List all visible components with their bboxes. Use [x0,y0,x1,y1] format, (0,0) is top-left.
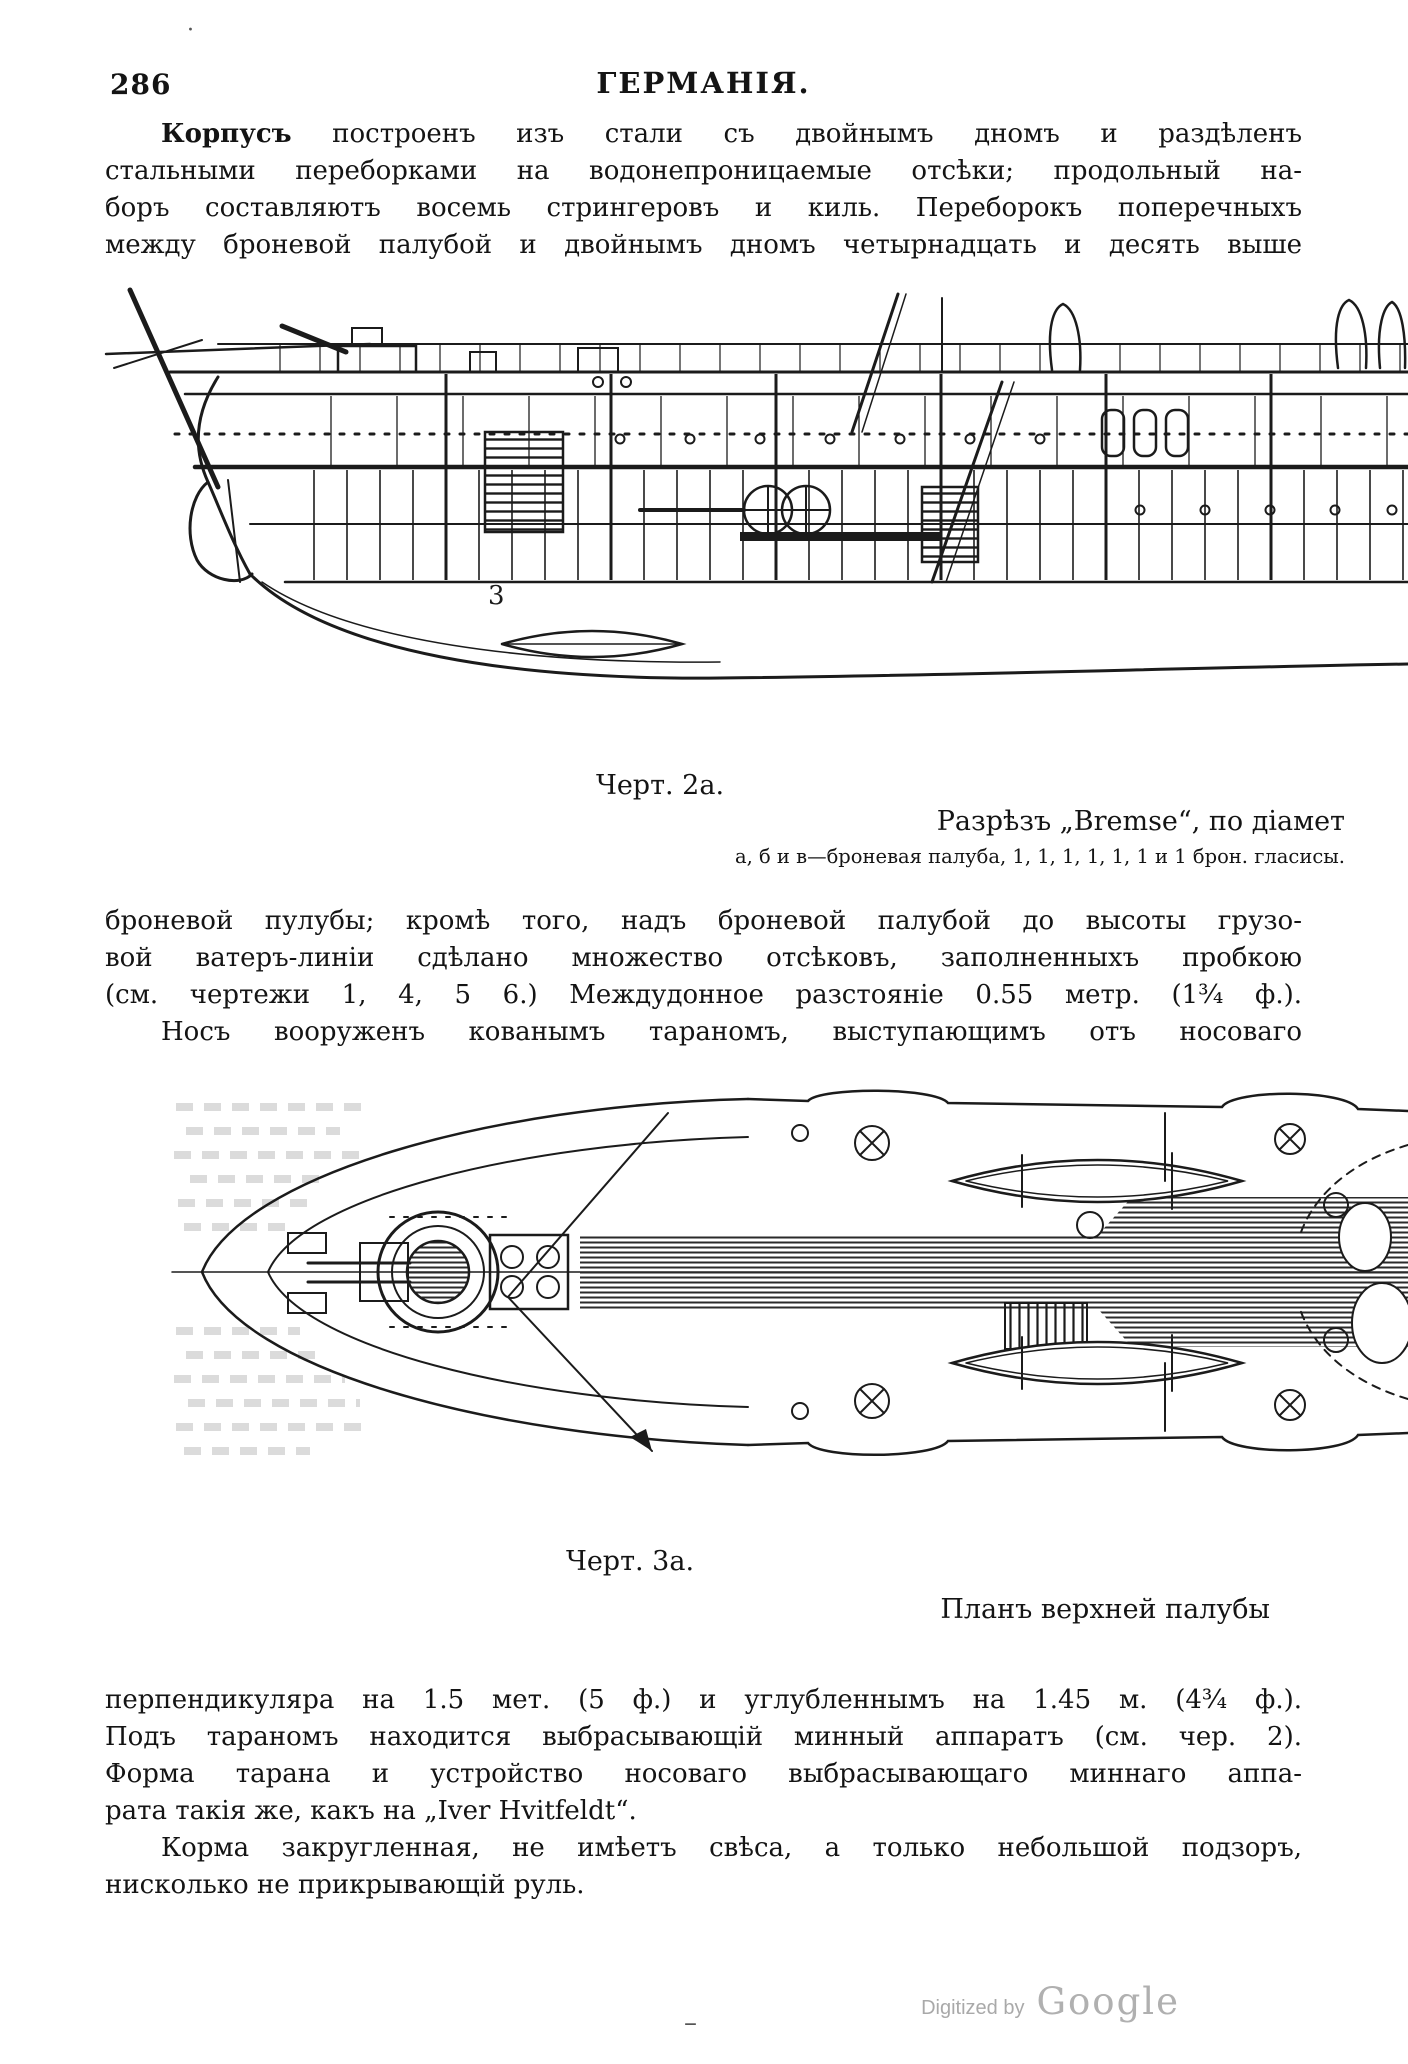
figure-3a-caption: Черт. 3а. [565,1546,695,1577]
text-line-rest: построенъ изъ стали съ двойнымъ дномъ и раздѣленъ [291,119,1302,149]
figure-3a-subcaption: Планъ верхней палубы [940,1594,1270,1625]
text-line: Корма закругленная, не имѣетъ свѣса, а только небольшой подзоръ, [161,1833,1302,1863]
paragraph-lead-word: Корпусъ [161,119,292,149]
figure-3a [160,1085,1408,1470]
text-line: нисколько не прикрывающій руль. [105,1870,585,1900]
scan-artifact-dash: – [684,2008,697,2038]
ship-side-elevation-drawing [100,282,1408,744]
text-line: (см. чертежи 1, 4, 5 6.) Междудонное разстояніе 0.55 метр. (1¾ ф.). [105,980,1302,1010]
paragraph-1 [105,116,1302,264]
paragraph-2 [105,903,1302,1051]
figure-2a-subcaption: Разрѣзъ „Bremse“, по діамет [936,806,1345,837]
text-line: броневой пулубы; кромѣ того, надъ броневой палубой до высоты грузо- [105,906,1302,936]
text-line: рата такія же, какъ на „Iver Hvitfeldt“. [105,1796,637,1826]
text-line: вой ватеръ-линіи сдѣлано множество отсѣковъ, заполненныхъ пробкою [105,943,1302,973]
digitized-by-label: Digitized by [921,1997,1025,2019]
text-line: стальными переборками на водонепроницаемые отсѣки; продольный на- [105,156,1302,186]
text-line: Подъ тараномъ находится выбрасывающій минный аппаратъ (см. чер. 2). [105,1722,1302,1752]
figure-frame-number-label: 3 [488,581,505,611]
text-line: перпендикуляра на 1.5 мет. (5 ф.) и углубленнымъ на 1.45 м. (4¾ ф.). [105,1685,1302,1715]
figure-2a-caption: Черт. 2а. [595,770,725,801]
running-head-title: ГЕРМАНІЯ. [596,66,811,100]
ship-deck-plan-drawing [160,1085,1408,1470]
page-number: 286 [110,68,172,101]
digitized-by-google-watermark [921,1980,1180,2023]
text-line: Носъ вооруженъ кованымъ тараномъ, выступающимъ отъ носоваго [161,1017,1302,1047]
google-logo: Google [1036,1980,1180,2023]
text-line [105,116,1302,153]
figure-2a [100,282,1408,744]
scan-artifact-dot: · [187,18,194,43]
text-line: между броневой палубой и двойнымъ дномъ четырнадцать и десять выше [105,230,1302,260]
text-line: Форма тарана и устройство носоваго выбрасывающаго миннаго аппа- [105,1759,1302,1789]
text-line: боръ составляютъ восемь стрингеровъ и киль. Переборокъ поперечныхъ [105,193,1302,223]
figure-2a-legend: а, б и в—броневая палуба, 1, 1, 1, 1, 1, 1 и 1 брон. гласисы. [734,845,1345,868]
paragraph-4 [105,1830,1302,1904]
paragraph-3 [105,1682,1302,1830]
